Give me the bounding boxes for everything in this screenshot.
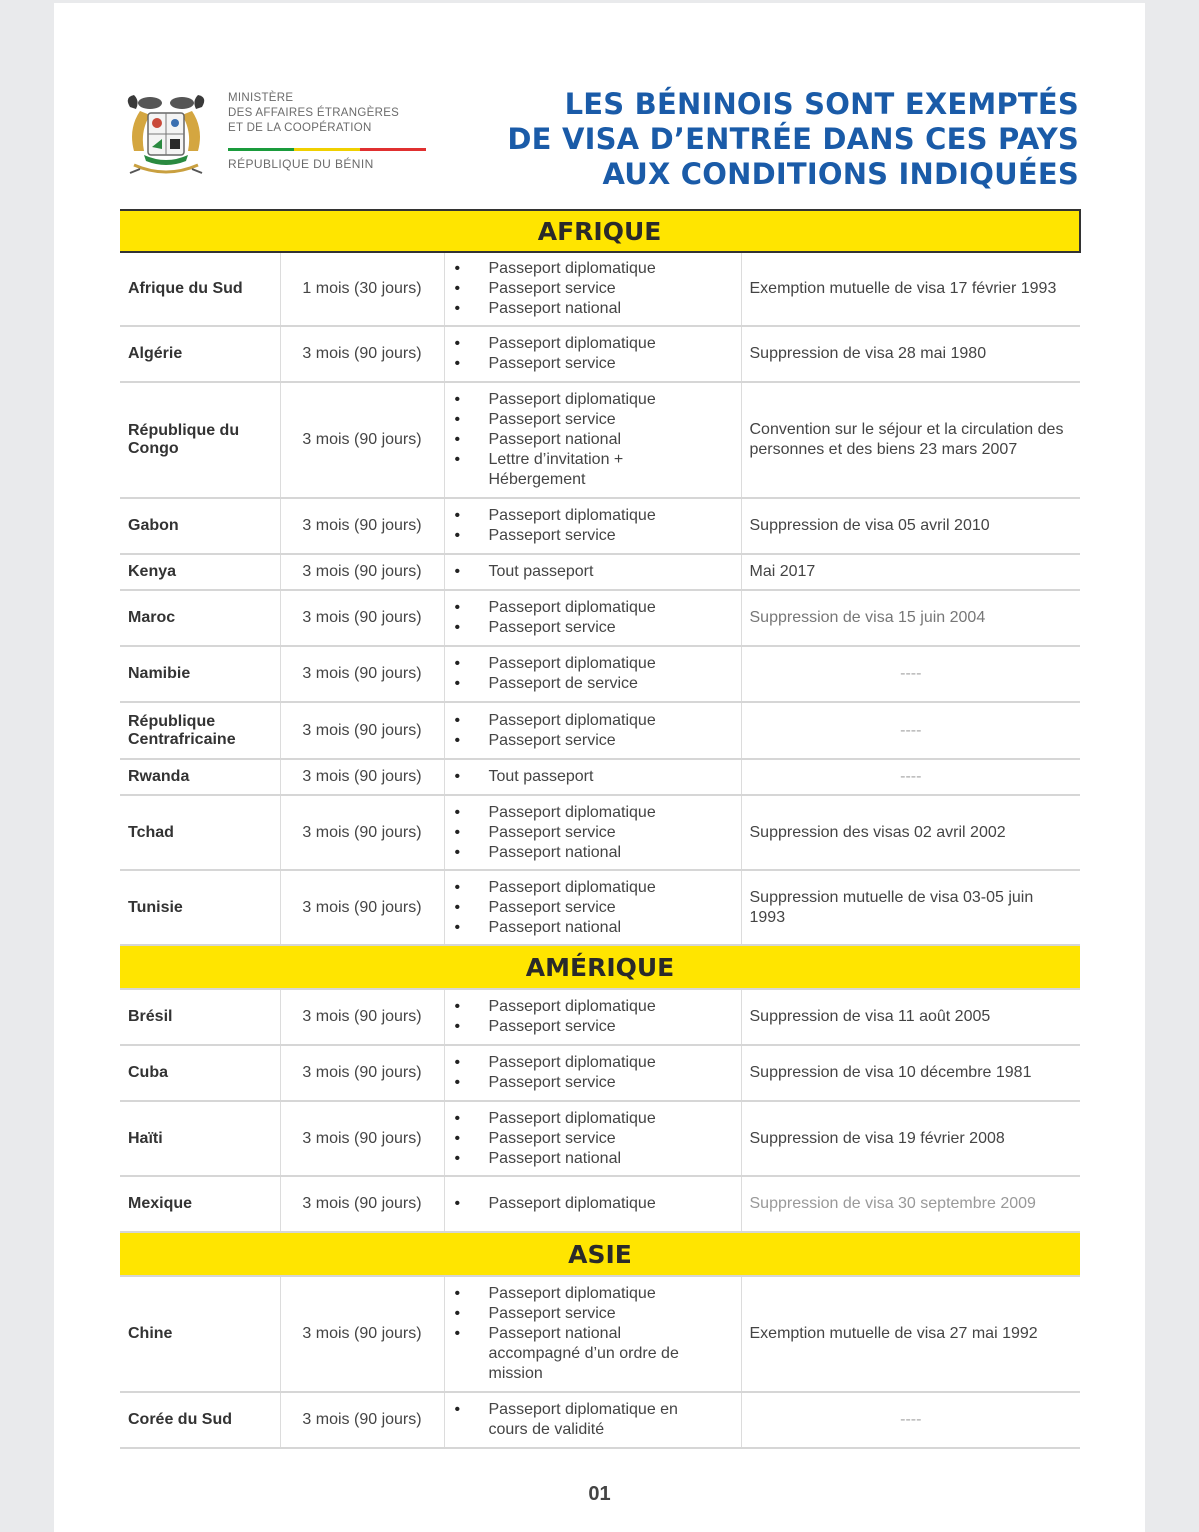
table-row [120,1045,1080,1101]
passport-cell [444,759,741,795]
passport-list [445,506,741,546]
duration-cell: 3 mois (90 jours) [280,702,444,759]
passport-cell [444,1045,741,1101]
title-line: AUX CONDITIONS INDIQUÉES [602,157,1079,191]
passport-cell [444,498,741,554]
duration-cell: 3 mois (90 jours) [280,382,444,498]
passport-list [445,598,741,638]
passport-item: • Passeport diplomatique [489,598,741,618]
duration-cell: 3 mois (90 jours) [280,1101,444,1176]
table-row [120,382,1080,498]
country-cell: Tunisie [120,870,280,945]
region-header [120,210,1080,252]
country-cell: Corée du Sud [120,1392,280,1448]
passport-list [445,259,741,319]
page-header [54,3,1145,203]
country-cell: Afrique du Sud [120,252,280,326]
table-row [120,870,1080,945]
passport-item: • Passeport diplomatique [489,711,741,731]
duration-cell: 1 mois (30 jours) [280,252,444,326]
region-title: AFRIQUE [120,210,1080,252]
passport-list [445,711,741,751]
agreement-cell: Convention sur le séjour et la circulation des personnes et des biens 23 mars 2007 [741,382,1080,498]
table-row [120,554,1080,590]
ministry-line: DES AFFAIRES ÉTRANGÈRES [228,107,400,119]
table-row [120,1276,1080,1392]
title-line: LES BÉNINOIS SONT EXEMPTÉS [564,87,1079,121]
duration-cell: 3 mois (90 jours) [280,1276,444,1392]
country-cell: Tchad [120,795,280,870]
passport-item: • Passeport diplomatique [489,334,741,354]
passport-item: • Passeport service [489,410,711,430]
region-title: AMÉRIQUE [120,945,1080,989]
table-row [120,989,1080,1045]
passport-cell [444,989,741,1045]
country-cell: Chine [120,1276,280,1392]
ministry-logo [120,89,450,181]
passport-item: • Passeport service [489,1017,741,1037]
country-cell: République Centrafricaine [120,702,280,759]
passport-item: • Passeport national [489,843,741,863]
country-cell: Haïti [120,1101,280,1176]
title-line: DE VISA D’ENTRÉE DANS CES PAYS [507,122,1079,156]
passport-item: • Passeport diplomatique [489,1194,741,1214]
agreement-cell: Suppression de visa 11 août 2005 [741,989,1080,1045]
flag-stripe [228,148,426,151]
passport-list [445,1053,741,1093]
flag-stripe-green [228,148,294,151]
passport-cell [444,1276,741,1392]
agreement-cell: Exemption mutuelle de visa 27 mai 1992 [741,1276,1080,1392]
passport-list [445,1400,741,1440]
passport-cell [444,1392,741,1448]
passport-cell [444,326,741,382]
flag-stripe-red [360,148,426,151]
country-cell: République du Congo [120,382,280,498]
agreement-cell: Suppression mutuelle de visa 03-05 juin 1993 [741,870,1080,945]
passport-item: • Passeport diplomatique [489,803,741,823]
duration-cell: 3 mois (90 jours) [280,795,444,870]
ministry-line: MINISTÈRE [228,92,294,104]
table-row [120,646,1080,702]
passport-list [445,390,741,490]
duration-cell: 3 mois (90 jours) [280,1176,444,1232]
passport-item: • Passeport service [489,526,741,546]
agreement-cell: ---- [741,646,1080,702]
duration-cell: 3 mois (90 jours) [280,554,444,590]
passport-item: • Passeport national [489,430,711,450]
passport-list [445,562,741,582]
agreement-cell: Suppression de visa 30 septembre 2009 [741,1176,1080,1232]
country-cell: Rwanda [120,759,280,795]
passport-cell [444,1176,741,1232]
agreement-cell: Suppression de visa 10 décembre 1981 [741,1045,1080,1101]
table-row [120,759,1080,795]
region-header [120,945,1080,989]
duration-cell: 3 mois (90 jours) [280,1045,444,1101]
agreement-cell: ---- [741,759,1080,795]
table-row [120,795,1080,870]
passport-item: • Passeport diplomatique [489,506,741,526]
passport-list [445,1109,741,1169]
benin-coat-of-arms-icon [120,89,212,181]
passport-item: • Passeport service [489,898,741,918]
republic-name: RÉPUBLIQUE DU BÉNIN [228,157,374,171]
duration-cell: 3 mois (90 jours) [280,870,444,945]
region-header [120,1232,1080,1276]
passport-list [445,1194,741,1214]
duration-cell: 3 mois (90 jours) [280,498,444,554]
duration-cell: 3 mois (90 jours) [280,590,444,646]
passport-item: • Passeport diplomatique [489,878,741,898]
passport-list [445,878,741,938]
passport-item: • Passeport national [489,299,741,319]
agreement-cell: Suppression de visa 15 juin 2004 [741,590,1080,646]
agreement-cell: Suppression de visa 19 février 2008 [741,1101,1080,1176]
duration-cell: 3 mois (90 jours) [280,989,444,1045]
country-cell: Brésil [120,989,280,1045]
agreement-cell: Suppression de visa 05 avril 2010 [741,498,1080,554]
table-row [120,1101,1080,1176]
passport-list [445,334,741,374]
passport-item: • Passeport service [489,1073,741,1093]
passport-item: • Passeport diplomatique [489,1284,711,1304]
passport-item: • Passeport diplomatique en cours de validité [489,1400,711,1440]
agreement-cell: ---- [741,702,1080,759]
duration-cell: 3 mois (90 jours) [280,646,444,702]
country-cell: Namibie [120,646,280,702]
passport-cell [444,554,741,590]
passport-item: • Passeport service [489,354,741,374]
passport-item: • Passeport service [489,1129,741,1149]
table-row [120,498,1080,554]
visa-exemption-table [120,209,1081,1449]
agreement-cell: Suppression de visa 28 mai 1980 [741,326,1080,382]
region-title: ASIE [120,1232,1080,1276]
passport-list [445,1284,741,1384]
country-cell: Mexique [120,1176,280,1232]
passport-item: • Passeport diplomatique [489,997,741,1017]
passport-cell [444,382,741,498]
passport-item: • Passeport service [489,823,741,843]
country-cell: Gabon [120,498,280,554]
passport-item: • Passeport national [489,1149,741,1169]
passport-cell [444,870,741,945]
passport-item: • Passeport diplomatique [489,654,741,674]
duration-cell: 3 mois (90 jours) [280,759,444,795]
agreement-cell: ---- [741,1392,1080,1448]
passport-item: • Tout passeport [489,562,741,582]
passport-item: • Passeport diplomatique [489,1109,741,1129]
passport-item: • Passeport diplomatique [489,259,741,279]
passport-cell [444,590,741,646]
passport-item: • Passeport service [489,731,741,751]
agreement-cell: Suppression des visas 02 avril 2002 [741,795,1080,870]
ministry-line: ET DE LA COOPÉRATION [228,122,372,134]
passport-cell [444,795,741,870]
table-row [120,590,1080,646]
passport-item: • Passeport service [489,1304,711,1324]
duration-cell: 3 mois (90 jours) [280,326,444,382]
passport-item: • Tout passeport [489,767,741,787]
passport-list [445,654,741,694]
passport-item: • Passeport national accompagné d’un ordre de mission [489,1324,711,1384]
passport-cell [444,702,741,759]
passport-item: • Passeport service [489,279,741,299]
table-row [120,1392,1080,1448]
document-page [54,3,1145,1532]
country-cell: Maroc [120,590,280,646]
table-row [120,326,1080,382]
passport-list [445,997,741,1037]
agreement-cell: Mai 2017 [741,554,1080,590]
passport-item: • Passeport diplomatique [489,390,711,410]
passport-item: • Passeport national [489,918,741,938]
country-cell: Algérie [120,326,280,382]
passport-item: • Lettre d’invitation + Hébergement [489,450,711,490]
passport-item: • Passeport diplomatique [489,1053,741,1073]
passport-item: • Passeport de service [489,674,741,694]
table-row [120,1176,1080,1232]
passport-cell [444,1101,741,1176]
page-number: 01 [588,1483,611,1505]
agreement-cell: Exemption mutuelle de visa 17 février 1993 [741,252,1080,326]
passport-item: • Passeport service [489,618,741,638]
passport-cell [444,252,741,326]
duration-cell: 3 mois (90 jours) [280,1392,444,1448]
passport-list [445,767,741,787]
table-row [120,252,1080,326]
page-title [507,87,1079,192]
country-cell: Kenya [120,554,280,590]
ministry-name [228,91,443,136]
passport-cell [444,646,741,702]
flag-stripe-yellow [294,148,360,151]
table-row [120,702,1080,759]
country-cell: Cuba [120,1045,280,1101]
passport-list [445,803,741,863]
